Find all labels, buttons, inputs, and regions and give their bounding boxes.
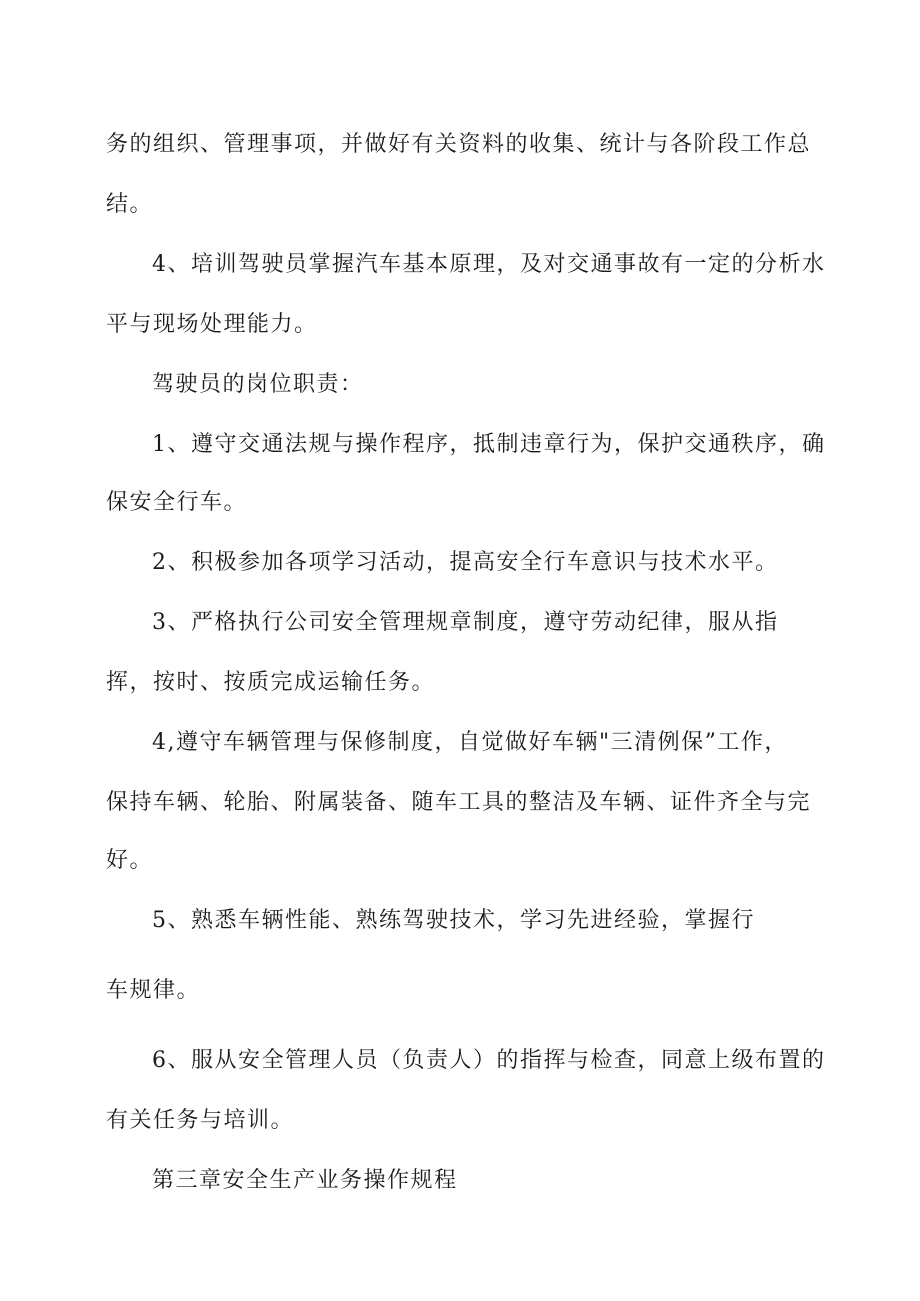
chapter-heading: 第三章安全生产业务操作规程 bbox=[152, 1168, 458, 1193]
paragraph-line: 3、严格执行公司安全管理规章制度，遵守劳动纪律，服从指 bbox=[152, 610, 779, 635]
paragraph-line: 6、服从安全管理人员（负责人）的指挥与检查，同意上级布置的 bbox=[152, 1048, 826, 1073]
paragraph-line: 平与现场处理能力。 bbox=[106, 312, 318, 337]
paragraph-line: 车规律。 bbox=[106, 978, 201, 1003]
paragraph-line: 务的组织、管理事项，并做好有关资料的收集、统计与各阶段工作总 bbox=[106, 132, 812, 157]
paragraph-line: 保持车辆、轮胎、附属装备、随车工具的整洁及车辆、证件齐全与完 bbox=[106, 790, 812, 815]
paragraph-line: 好。 bbox=[106, 848, 154, 873]
paragraph-line: 结。 bbox=[106, 192, 154, 217]
paragraph-line: 保安全行车。 bbox=[106, 490, 248, 515]
paragraph-line: 有关任务与培训。 bbox=[106, 1108, 295, 1133]
section-heading: 驾驶员的岗位职责： bbox=[152, 372, 364, 397]
paragraph-line: 挥，按时、按质完成运输任务。 bbox=[106, 670, 436, 695]
paragraph-line: 2、积极参加各项学习活动，提高安全行车意识与技术水平。 bbox=[152, 550, 779, 575]
paragraph-line: 5、熟悉车辆性能、熟练驾驶技术，学习先进经验，掌握行 bbox=[152, 908, 755, 933]
paragraph-line: 4,遵守车辆管理与保修制度，自觉做好车辆"三清例保”工作， bbox=[152, 730, 788, 755]
paragraph-line: 1、遵守交通法规与操作程序，抵制违章行为，保护交通秩序，确 bbox=[152, 432, 826, 457]
paragraph-line: 4、培训驾驶员掌握汽车基本原理，及对交通事故有一定的分析水 bbox=[152, 252, 826, 277]
